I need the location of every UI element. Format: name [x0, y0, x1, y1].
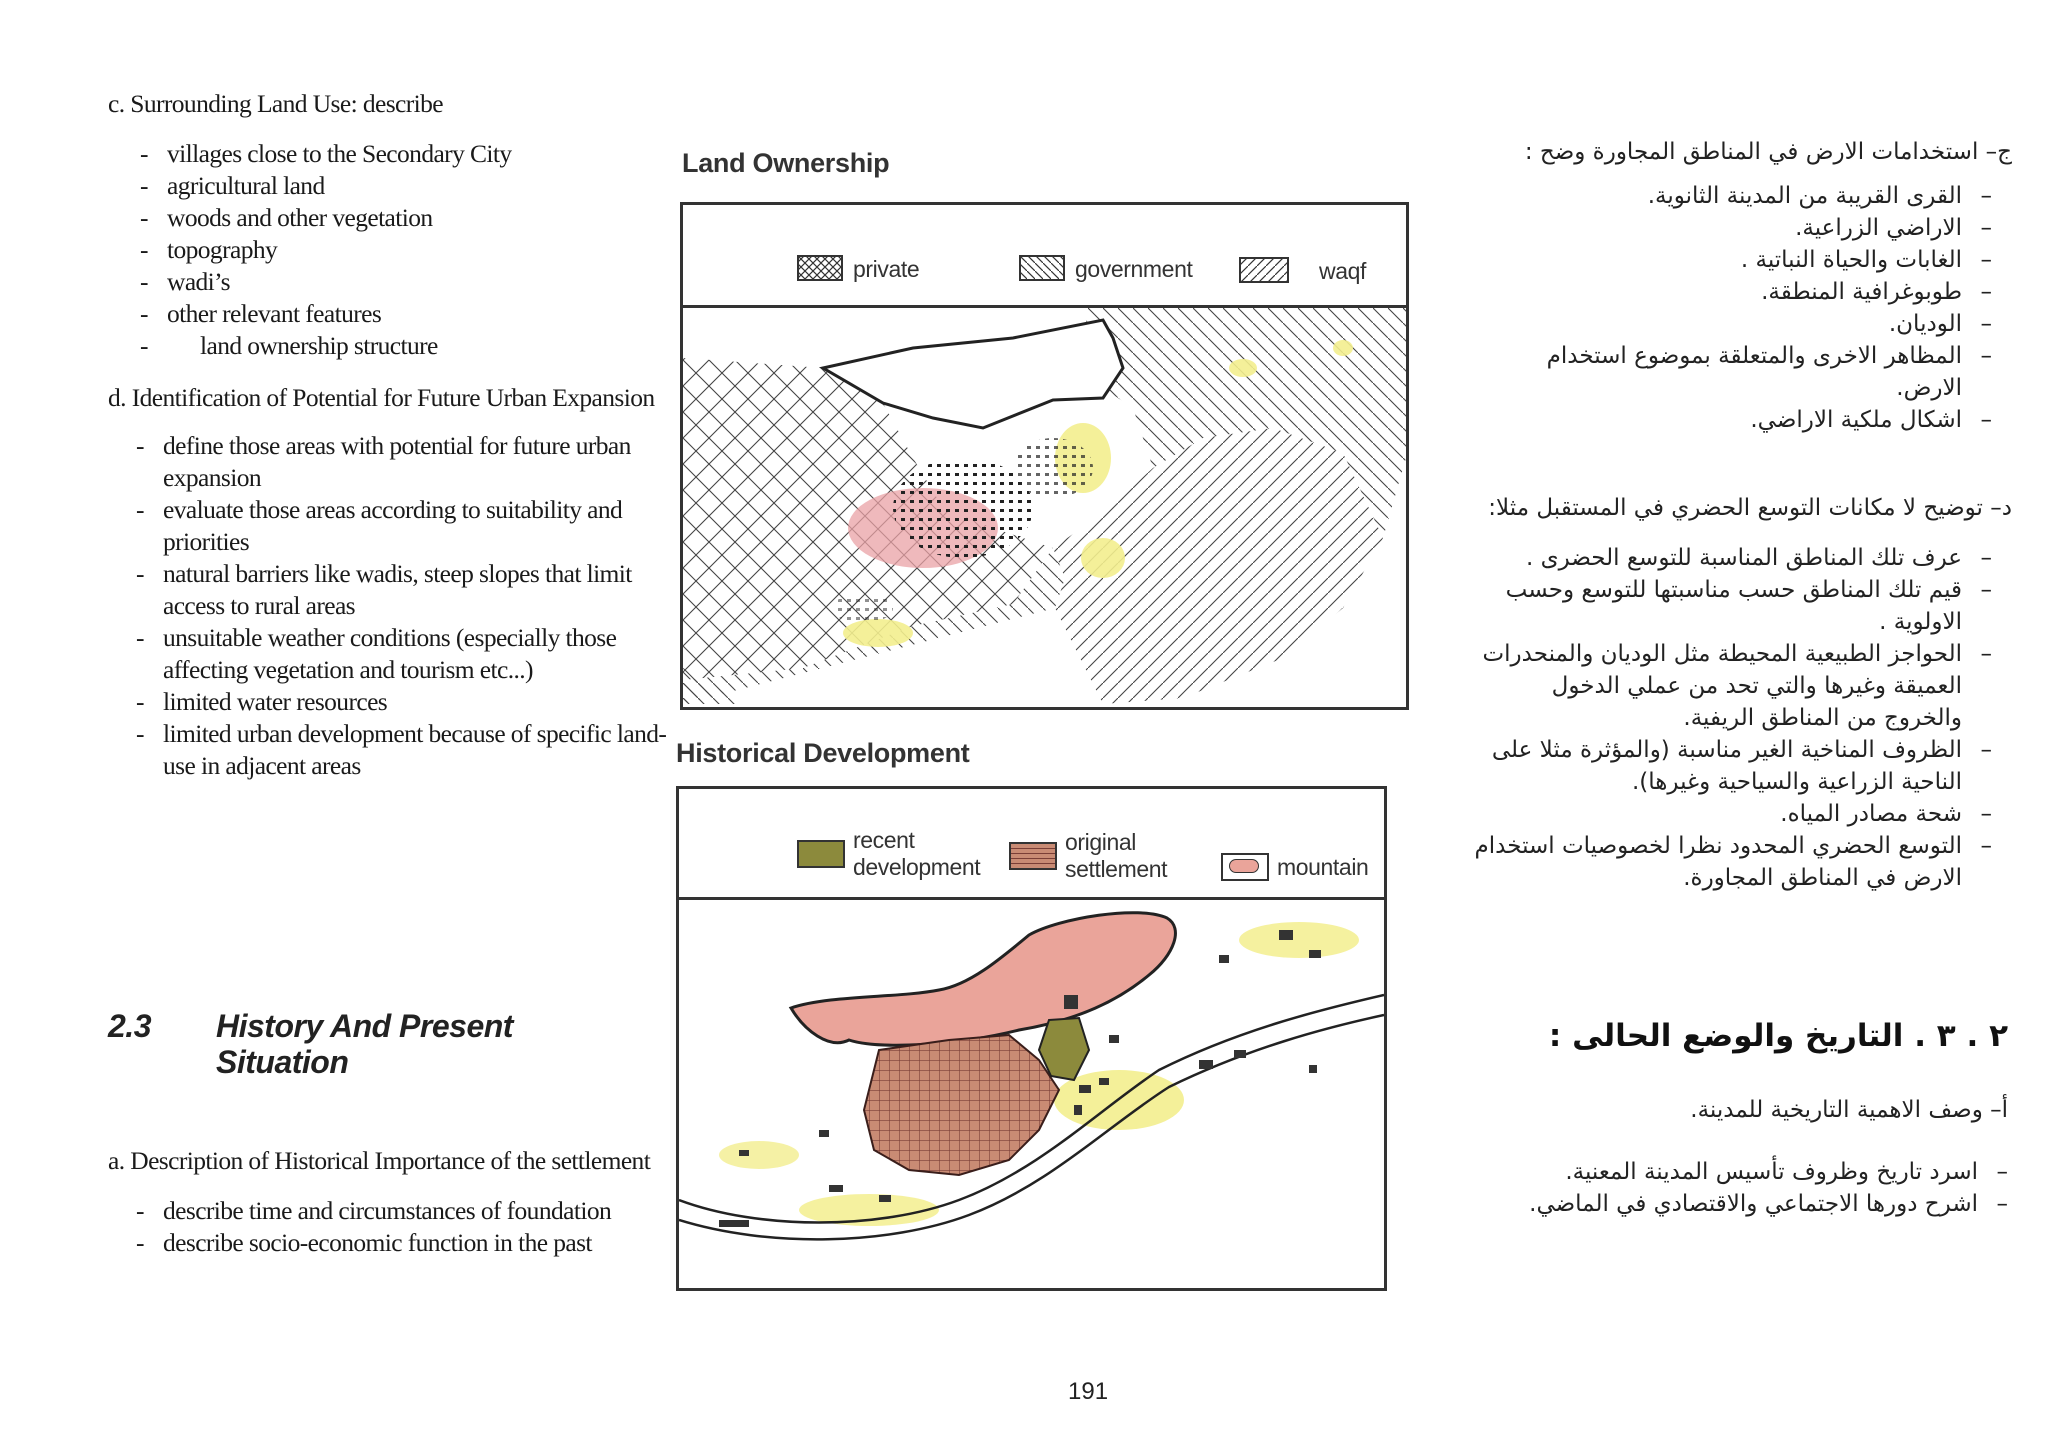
arabic-section-d — [1472, 492, 2012, 894]
english-column — [108, 88, 668, 782]
government-swatch-icon — [1019, 255, 1067, 283]
legend-recent-line1: recent — [853, 827, 915, 853]
list-item: – التوسع الحضري المحدود نظرا لخصوصيات استخدام الارض في المناطق المجاورة. — [1472, 830, 1992, 894]
original-settlement-area — [864, 1035, 1059, 1175]
arabic-section-a — [1488, 1094, 2008, 1220]
land-ownership-drawing — [683, 308, 1406, 704]
list-item: - natural barriers like wadis, steep slopes that limit access to rural areas — [136, 558, 668, 622]
legend-waqf-label: waqf — [1319, 257, 1366, 284]
list-item: – عرف تلك المناطق المناسبة للتوسع الحضرى . — [1472, 542, 1992, 574]
list-item: - unsuitable weather conditions (especially those affecting vegetation and tourism etc...) — [136, 622, 668, 686]
legend-private-label: private — [853, 255, 920, 282]
historical-development-map — [676, 786, 1387, 1291]
section-d-heading: d. Identification of Potential for Future Urban Expansion — [108, 383, 655, 412]
arabic-section-2-3-heading: ٢ . ٣ . التاريخ والوضع الحالى : — [1548, 1018, 2008, 1054]
recent-highlight — [1081, 538, 1125, 578]
legend-recent — [797, 827, 980, 881]
legend-government-label: government — [1075, 255, 1193, 282]
arabic-section-a-heading: أ– وصف الاهمية التاريخية للمدينة. — [1690, 1097, 2008, 1123]
arabic-section-c — [1472, 136, 2012, 436]
legend-original — [1009, 829, 1167, 883]
arabic-section-c-heading: ج– استخدامات الارض في المناطق المجاورة وضح : — [1524, 139, 2012, 165]
recent-highlight — [1239, 922, 1359, 958]
settlement-dots — [1013, 438, 1093, 498]
page-number: 191 — [1068, 1378, 1109, 1405]
recent-highlight — [719, 1141, 799, 1169]
settlement-dots — [893, 458, 1033, 558]
mountain-swatch-icon — [1221, 853, 1269, 881]
section-c-heading: c. Surrounding Land Use: describe — [108, 89, 443, 118]
list-item: – قيم تلك المناطق حسب مناسبتها للتوسع وحسب الاولوية . — [1472, 574, 1992, 638]
list-item: - limited urban development because of specific land-use in adjacent areas — [136, 718, 668, 782]
land-ownership-title: Land Ownership — [682, 148, 890, 178]
list-item: – الحواجز الطبيعية المحيطة مثل الوديان والمنحدرات العميقة وغيرها والتي تحد من عملي الدخول والخروج من المناطق الريفية. — [1472, 638, 1992, 734]
arabic-section-c-list — [1522, 180, 2012, 436]
settlement-dots — [833, 593, 893, 623]
recent-highlight — [1229, 359, 1257, 377]
section-a-list — [108, 1195, 668, 1259]
legend-mountain — [1221, 853, 1368, 881]
list-item: – شحة مصادر المياه. — [1472, 798, 1992, 830]
legend-government — [1019, 255, 1192, 283]
section-number: 2.3 — [108, 1008, 151, 1044]
list-item: - topography — [140, 234, 668, 266]
land-ownership-legend — [683, 205, 1406, 308]
section-d-list — [108, 430, 668, 782]
arabic-section-d-heading: د– توضيح لا مكانات التوسع الحضري في المستقبل مثلا: — [1488, 495, 2012, 521]
section-title: History And Present Situation — [216, 1008, 513, 1080]
legend-original-line2: settlement — [1065, 856, 1168, 882]
original-swatch-icon — [1009, 842, 1057, 870]
list-item: – الغابات والحياة النباتية . — [1522, 244, 1992, 276]
list-item: - other relevant features — [140, 298, 668, 330]
private-swatch-icon — [797, 255, 845, 283]
list-item: – الوديان. — [1522, 308, 1992, 340]
list-item: – المظاهر الاخرى والمتعلقة بموضوع استخدام الارض. — [1522, 340, 1992, 404]
recent-swatch-icon — [797, 840, 845, 868]
list-item: – اشكال ملكية الاراضي. — [1522, 404, 1992, 436]
historical-legend — [679, 789, 1384, 900]
legend-mountain-label: mountain — [1277, 853, 1369, 880]
list-item: – اشرح دورها الاجتماعي والاقتصادي في الماضي. — [1508, 1188, 2008, 1220]
legend-recent-line2: development — [853, 854, 981, 880]
list-item: - evaluate those areas according to suitability and priorities — [136, 494, 668, 558]
recent-highlight — [1333, 340, 1353, 356]
section-c-list — [108, 138, 668, 362]
english-column-lower — [108, 1145, 668, 1259]
list-item: - define those areas with potential for future urban expansion — [136, 430, 668, 494]
list-item: – القرى القريبة من المدينة الثانوية. — [1522, 180, 1992, 212]
list-item: - limited water resources — [136, 686, 668, 718]
recent-highlight — [843, 619, 913, 647]
list-item: - wadi’s — [140, 266, 668, 298]
historical-development-drawing — [679, 900, 1384, 1288]
legend-waqf — [1239, 257, 1366, 285]
list-item: - villages close to the Secondary City — [140, 138, 668, 170]
list-item: – طوبوغرافية المنطقة. — [1522, 276, 1992, 308]
land-ownership-map — [680, 202, 1409, 710]
waqf-swatch-icon — [1239, 257, 1291, 285]
section-a-heading: a. Description of Historical Importance of the settlement — [108, 1146, 651, 1175]
list-item: - woods and other vegetation — [140, 202, 668, 234]
legend-private — [797, 255, 919, 283]
list-item: - describe socio-economic function in the past — [136, 1227, 668, 1259]
list-item: – الاراضي الزراعية. — [1522, 212, 1992, 244]
list-item: - describe time and circumstances of foundation — [136, 1195, 668, 1227]
legend-original-line1: original — [1065, 829, 1136, 855]
arabic-section-a-list — [1508, 1156, 2008, 1220]
arabic-section-d-list — [1472, 542, 1992, 894]
mountain-area — [791, 913, 1175, 1045]
list-item: – اسرد تاريخ وظروف تأسيس المدينة المعنية. — [1508, 1156, 2008, 1188]
historical-development-title: Historical Development — [676, 738, 970, 768]
list-item: – الظروف المناخية الغير مناسبة (والمؤثرة مثلا على الناحية الزراعية والسياحية وغيرها). — [1472, 734, 1992, 798]
list-item: - agricultural land — [140, 170, 668, 202]
list-item: - land ownership structure — [140, 330, 668, 362]
